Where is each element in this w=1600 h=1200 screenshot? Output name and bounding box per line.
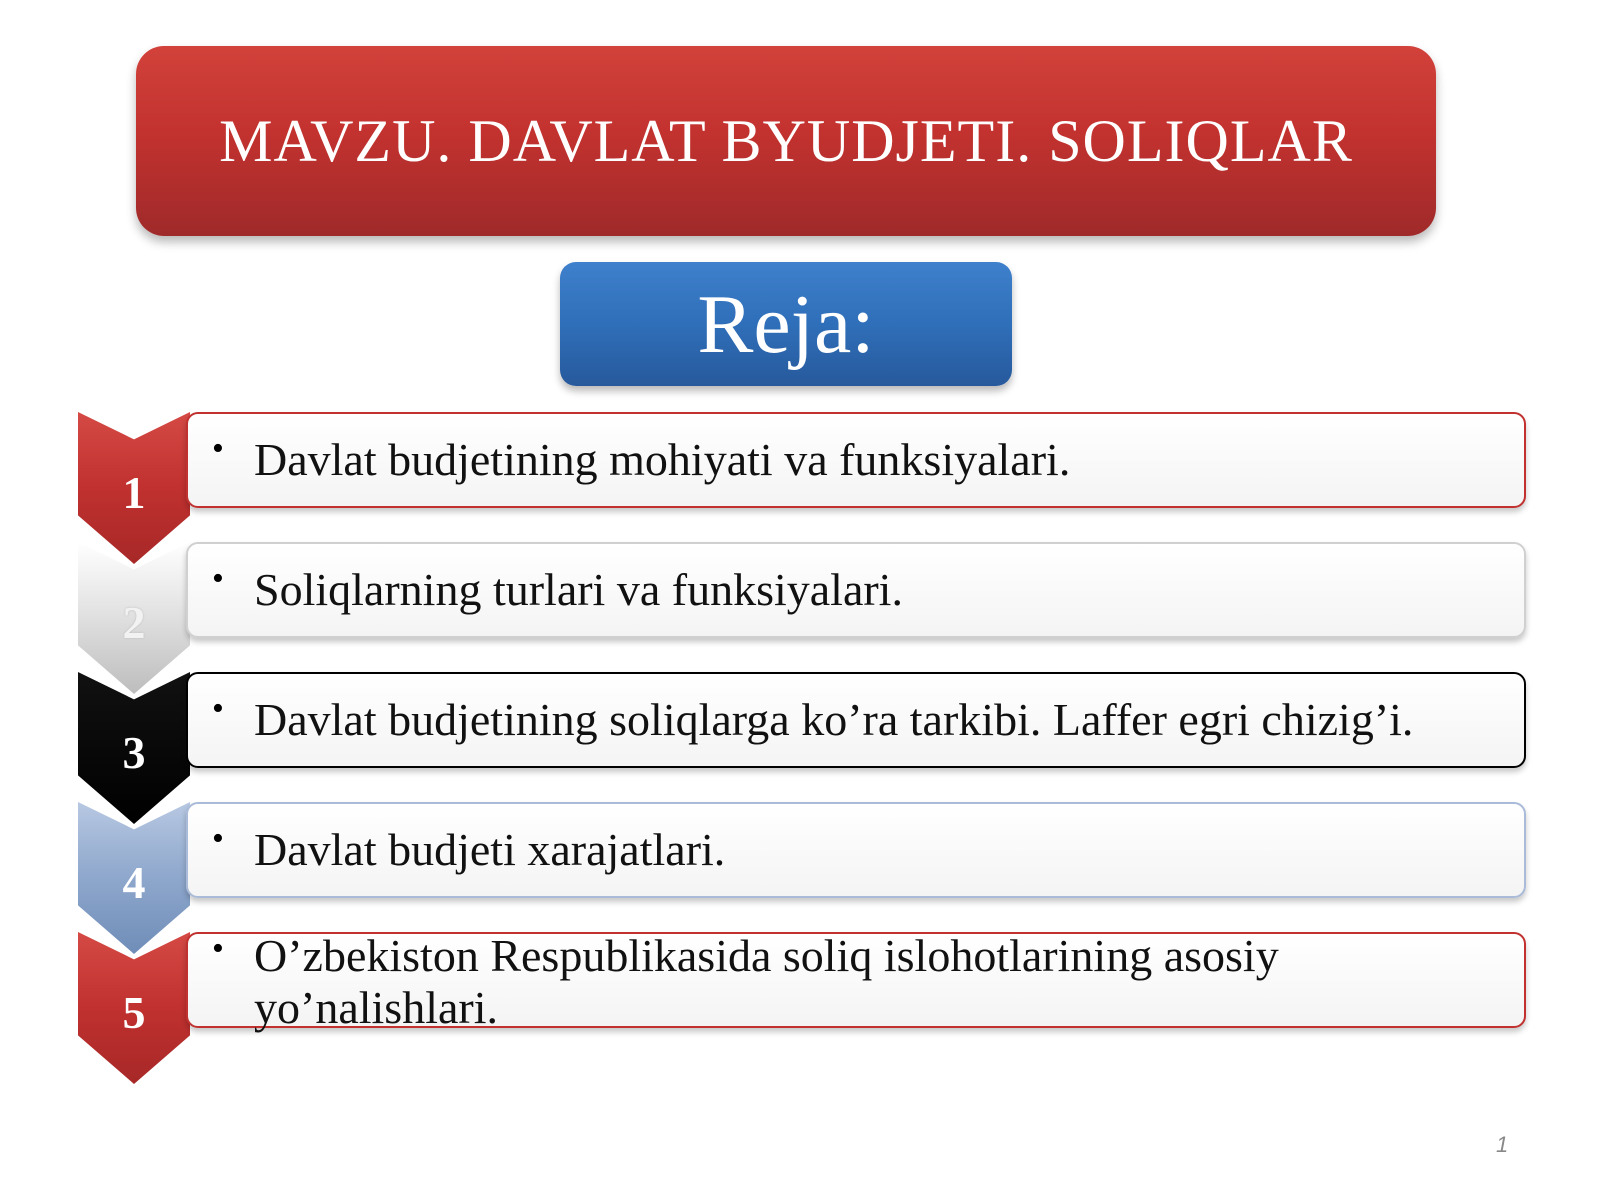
item-box-2 [186, 542, 1526, 638]
item-text-1: Davlat budjetining mohiyati va funksiyalari. [254, 434, 1071, 485]
plan-heading: Reja: [697, 277, 875, 371]
item-number-1: 1 [122, 467, 146, 518]
bullet-icon: • [212, 820, 224, 857]
item-text-3: Davlat budjetining soliqlarga ko’ra tarkibi. Laffer egri chizig’i. [254, 694, 1414, 745]
item-text-4: Davlat budjeti xarajatlari. [254, 824, 726, 875]
item-number-4: 4 [122, 857, 146, 908]
page-number: 1 [1496, 1132, 1509, 1157]
item-box-1 [186, 412, 1526, 508]
plan-banner [560, 262, 1012, 386]
item-box-3 [186, 672, 1526, 768]
plan-item-5 [78, 932, 1530, 1092]
item-box-5 [186, 930, 1526, 1033]
bullet-icon: • [212, 690, 224, 727]
bullet-icon: • [212, 430, 224, 467]
item-number-3: 3 [122, 727, 146, 778]
title-banner [136, 46, 1436, 236]
bullet-icon: • [212, 560, 224, 597]
item-text-5: O’zbekiston Respublikasida soliq islohotlarining asosiy yo’nalishlari. [254, 930, 1279, 1033]
bullet-icon: • [212, 930, 224, 967]
item-number-5: 5 [122, 987, 146, 1038]
item-text-2: Soliqlarning turlari va funksiyalari. [254, 564, 903, 615]
item-box-4 [186, 802, 1526, 898]
item-number-2: 2 [122, 597, 146, 648]
slide-title: MAVZU. DAVLAT BYUDJETI. SOLIQLAR [219, 107, 1353, 174]
